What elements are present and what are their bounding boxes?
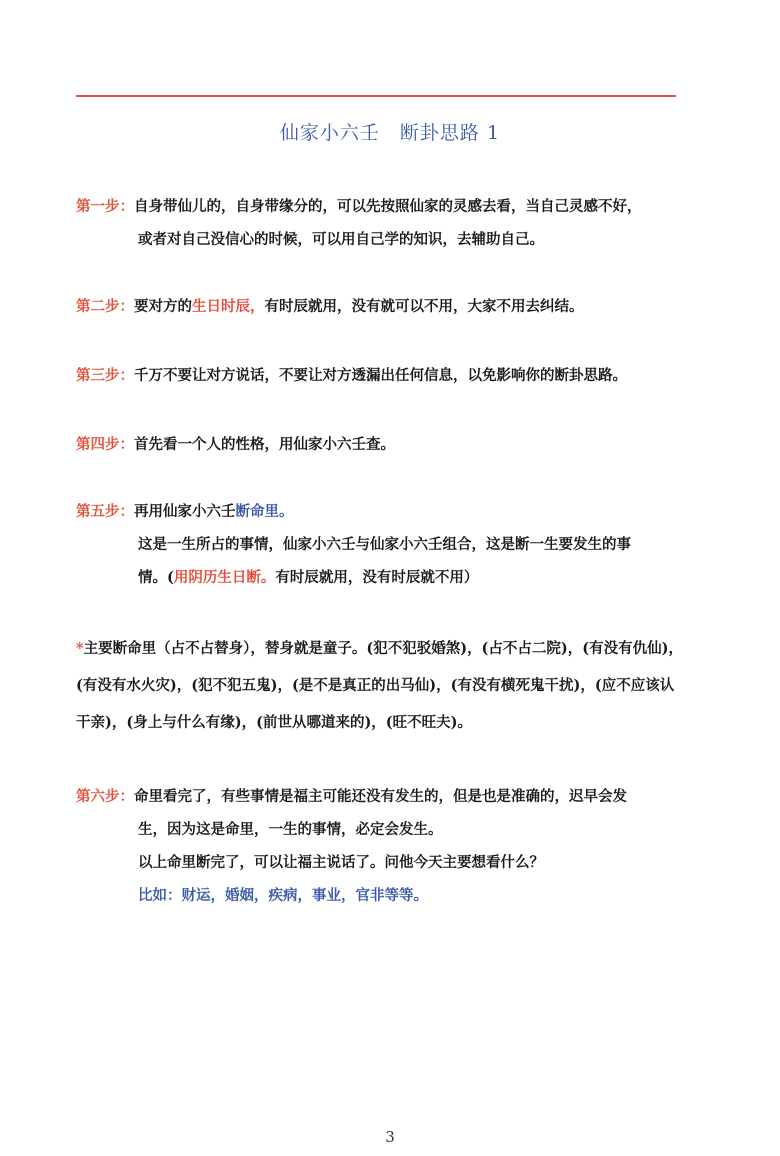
step-6: [76, 780, 686, 912]
step-1-line1: 自身带仙儿的，自身带缘分的，可以先按照仙家的灵感去看，当自己灵感不好，: [134, 198, 642, 215]
step-4-text: 首先看一个人的性格，用仙家小六壬查。: [134, 436, 395, 453]
step-5-line3: [76, 561, 686, 594]
step-2-label: 第二步：: [76, 298, 134, 315]
step-6-line4: 比如：财运，婚姻，疾病，事业，官非等等。: [138, 887, 428, 904]
step-6-line1: 命里看完了，有些事情是福主可能还没有发生的，但是也是准确的，迟早会发: [134, 788, 627, 805]
step-3: [76, 359, 686, 392]
note-paragraph: [76, 630, 686, 741]
step-2-pre: 要对方的: [134, 298, 192, 315]
step-5-label: 第五步：: [76, 503, 134, 520]
header-rule: [76, 95, 676, 97]
step-2: [76, 290, 686, 323]
page-title: 仙家小六壬 断卦思路 1: [279, 122, 501, 144]
step-5: [76, 495, 686, 594]
step-3-text: 千万不要让对方说话，不要让对方透漏出任何信息，以免影响你的断卦思路。: [134, 367, 627, 384]
step-4-label: 第四步：: [76, 436, 134, 453]
step-1: [76, 190, 686, 256]
step-5-pre: 再用仙家小六壬: [134, 503, 236, 520]
step-6-label: 第六步：: [76, 788, 134, 805]
step-1-line2: 或者对自己没信心的时候，可以用自己学的知识，去辅助自己。: [138, 231, 544, 248]
page-number: 3: [385, 1128, 395, 1146]
step-5-highlight: 断命里。: [235, 503, 294, 520]
step-2-highlight: 生日时辰，: [192, 298, 265, 315]
step-5-line3-pre: 情。(: [138, 569, 174, 586]
step-6-line3: 以上命里断完了，可以让福主说话了。问他今天主要想看什么？: [138, 854, 544, 871]
step-5-line3-post: 有时辰就用，没有时辰就不用）: [275, 569, 479, 586]
step-2-post: 有时辰就用，没有就可以不用，大家不用去纠结。: [264, 298, 584, 315]
step-3-label: 第三步：: [76, 367, 134, 384]
step-4: [76, 428, 686, 461]
note-text: 主要断命里（占不占替身），替身就是童子。(犯不犯驳婚煞)，(占不占二院)，(有没有仇仙)，(有没有水火灾)，(犯不犯五鬼)，(是不是真正的出马仙)，(有没有横死鬼干扰)，(应不应该认干亲)，(身上与什么有缘)，(前世从哪道来的)，(旺不旺夫)。: [76, 640, 684, 731]
step-5-line3-red: 用阴历生日断。: [173, 569, 276, 586]
step-1-label: 第一步：: [76, 198, 134, 215]
step-6-line2: 生，因为这是命里，一生的事情，必定会发生。: [138, 821, 443, 838]
step-5-line2: 这是一生所占的事情，仙家小六壬与仙家小六壬组合，这是断一生要发生的事: [138, 536, 631, 553]
star-icon: *: [76, 640, 84, 657]
